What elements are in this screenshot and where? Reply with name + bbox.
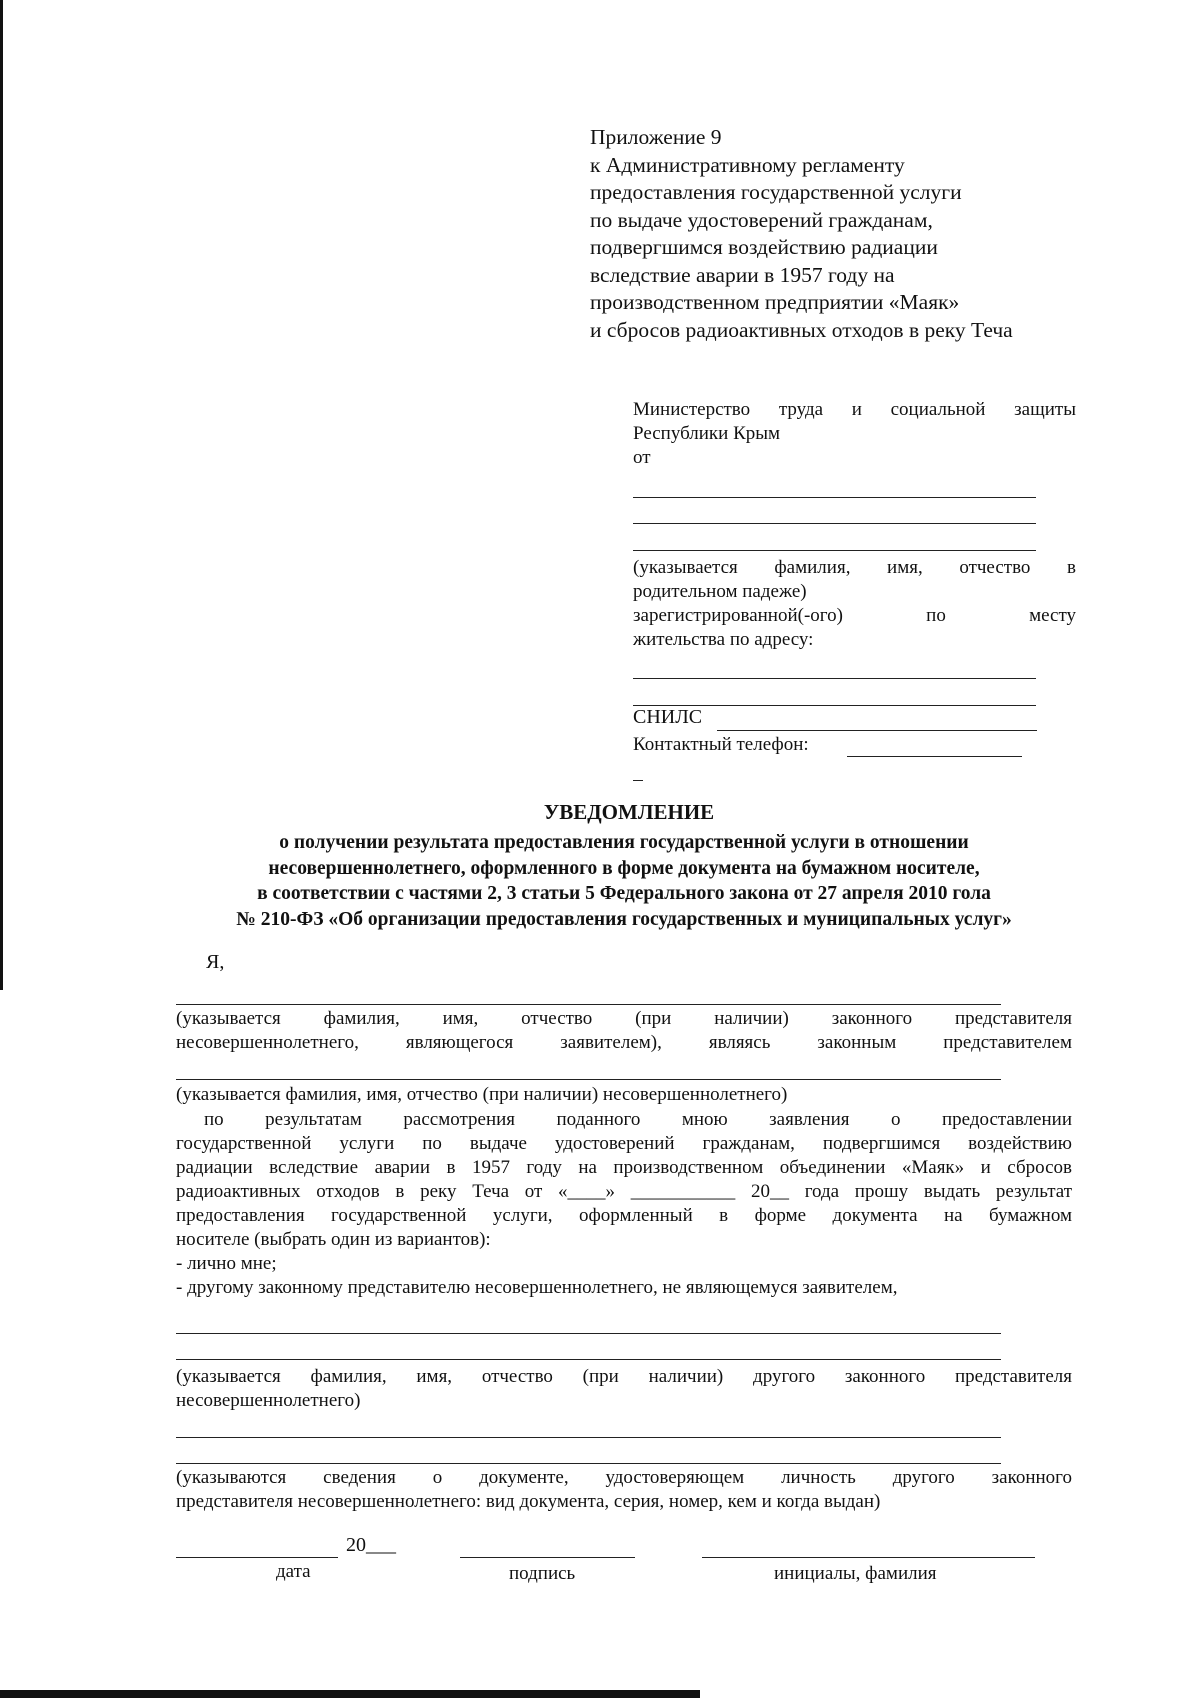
name-hint: (указывается фамилия, имя, отчество в (633, 557, 1076, 578)
year-prefix: 20___ (346, 1534, 396, 1556)
document-details-field[interactable] (176, 1437, 1001, 1438)
ministry-line: Министерство труда и социальной защиты (633, 399, 1076, 420)
para-line: государственной услуги по выдаче удостоверений гражданам, подвергшимся воздействию (176, 1133, 1072, 1154)
scan-edge-bottom (0, 1690, 700, 1698)
rep-hint: несовершеннолетнего, являющегося заявителем), являясь законным представителем (176, 1032, 1072, 1053)
annex-line: по выдаче удостоверений гражданам, (590, 207, 933, 232)
doc-hint-block (176, 1466, 1072, 1514)
stray-mark (633, 780, 643, 781)
other-rep-hint: несовершеннолетнего) (176, 1390, 361, 1411)
applicant-name-field[interactable] (633, 550, 1036, 551)
other-rep-name-field[interactable] (176, 1333, 1001, 1334)
para-line: по результатам рассмотрения поданного мною заявления о предоставлении (204, 1109, 1072, 1130)
annex-line: вследствие аварии в 1957 году на (590, 262, 895, 287)
initials-field[interactable] (702, 1557, 1035, 1558)
annex-line: предоставления государственной услуги (590, 180, 962, 204)
applicant-name-field[interactable] (633, 523, 1036, 524)
subtitle-line: несовершеннолетнего, оформленного в форме документа на бумажном носителе, (268, 857, 980, 879)
address-field[interactable] (633, 678, 1036, 679)
date-field[interactable] (176, 1557, 338, 1558)
para-line: предоставления государственной услуги, оформленный в форме документа на бумажном (176, 1205, 1072, 1226)
para-line: носителе (выбрать один из вариантов): (176, 1229, 491, 1250)
doc-hint: (указываются сведения о документе, удостоверяющем личность другого законного (176, 1467, 1072, 1488)
annex-line: и сбросов радиоактивных отходов в реку Теча (590, 317, 1013, 342)
option-other-representative: - другому законному представителю несовершеннолетнего, не являющемуся заявителем, (176, 1277, 898, 1298)
applicant-name-field[interactable] (633, 497, 1036, 498)
other-rep-name-field[interactable] (176, 1359, 1001, 1360)
from-label: от (633, 447, 651, 468)
option-personal: - лично мне; (176, 1253, 277, 1274)
i-label: Я, (206, 951, 225, 973)
request-paragraph (176, 1108, 1072, 1300)
notice-subtitle (170, 830, 1078, 932)
minor-hint: (указывается фамилия, имя, отчество (при наличии) несовершеннолетнего) (176, 1084, 788, 1105)
scan-edge-left (0, 0, 3, 990)
name-hint-block (633, 556, 1076, 652)
representative-name-field[interactable] (176, 1004, 1001, 1005)
annex-line: производственном предприятии «Маяк» (590, 290, 960, 314)
name-hint: родительном падеже) (633, 581, 807, 602)
annex-header (590, 124, 1090, 344)
addressee-block (633, 398, 1076, 470)
date-label: дата (276, 1561, 311, 1582)
rep-hint: (указывается фамилия, имя, отчество (при наличии) законного представителя (176, 1008, 1072, 1029)
subtitle-line: № 210-ФЗ «Об организации предоставления государственных и муниципальных услуг» (236, 908, 1012, 930)
signature-field[interactable] (460, 1557, 635, 1558)
para-line: радиоактивных отходов в реку Теча от «____» ___________ 20__ года прошу выдать результат (176, 1181, 1072, 1202)
annex-line: подвергшимся воздействию радиации (590, 235, 938, 259)
snils-field[interactable] (717, 730, 1037, 731)
subtitle-line: в соответствии с частями 2, 3 статьи 5 Федерального закона от 27 апреля 2010 гола (257, 883, 991, 904)
annex-line: Приложение 9 (590, 125, 722, 149)
doc-hint: представителя несовершеннолетнего: вид документа, серия, номер, кем и когда выдан) (176, 1491, 881, 1512)
snils-label: СНИЛС (633, 706, 703, 728)
registered-label: жительства по адресу: (633, 629, 814, 650)
other-rep-hint: (указывается фамилия, имя, отчество (при наличии) другого законного представителя (176, 1366, 1072, 1387)
phone-label: Контактный телефон: (633, 734, 809, 755)
rep-hint-block (176, 1007, 1072, 1055)
phone-field[interactable] (847, 756, 1022, 757)
para-line: радиации вследствие аварии в 1957 году на производственном объединении «Маяк» и сбросов (176, 1157, 1072, 1178)
document-details-field[interactable] (176, 1463, 1001, 1464)
notice-title: УВЕДОМЛЕНИЕ (543, 800, 715, 824)
registered-label: зарегистрированной(-ого) по месту (633, 605, 1076, 626)
subtitle-line: о получении результата предоставления государственной услуги в отношении (279, 832, 969, 853)
initials-label: инициалы, фамилия (774, 1563, 937, 1584)
ministry-line: Республики Крым (633, 423, 781, 444)
other-rep-hint-block (176, 1365, 1072, 1413)
signature-label: подпись (509, 1563, 576, 1584)
annex-line: к Административному регламенту (590, 152, 905, 177)
minor-name-field[interactable] (176, 1079, 1001, 1080)
